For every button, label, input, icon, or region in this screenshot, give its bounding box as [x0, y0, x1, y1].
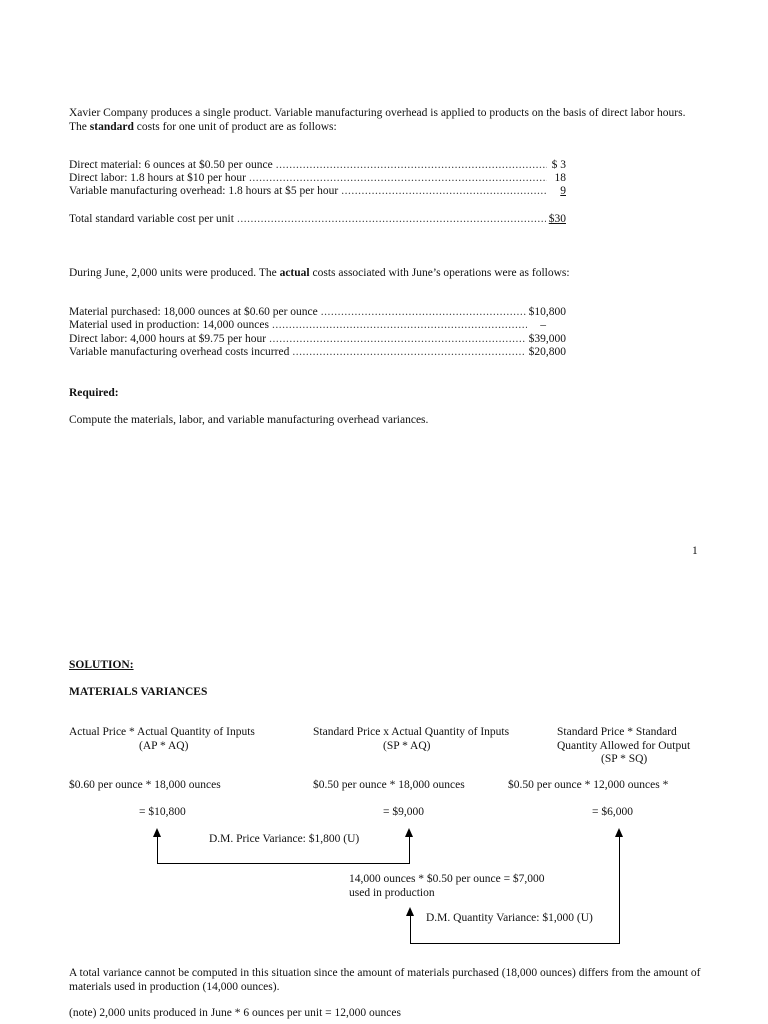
row-amount: $ 3	[551, 159, 566, 171]
row-amount: $39,000	[528, 333, 566, 345]
production-note: (note) 2,000 units produced in June * 6 ounces per unit = 12,000 ounces	[69, 1007, 401, 1019]
row-label: Direct labor: 1.8 hours at $10 per hour	[69, 172, 246, 184]
intro-line-2-bold: standard	[89, 121, 134, 133]
col2-title: Standard Price x Actual Quantity of Inputs	[313, 726, 510, 738]
leader-dots	[321, 306, 526, 318]
leader-dots	[341, 185, 547, 197]
intro-line-2-pre: The	[69, 121, 90, 133]
quantity-bracket-left	[410, 913, 411, 943]
june-pre: During June, 2,000 units were produced. The	[69, 267, 280, 279]
col1-sub: (AP * AQ)	[139, 740, 189, 752]
standard-cost-row	[69, 185, 566, 199]
june-bold: actual	[279, 267, 310, 279]
actual-cost-row	[69, 346, 566, 360]
quantity-variance-label: D.M. Quantity Variance: $1,000 (U)	[426, 912, 593, 924]
row-label: Material used in production: 14,000 ounces	[69, 319, 269, 331]
leader-dots	[269, 333, 526, 345]
col2-sub: (SP * AQ)	[383, 740, 431, 752]
row-label: Variable manufacturing overhead costs incurred	[69, 346, 290, 358]
quantity-bracket-bottom	[410, 943, 620, 944]
row-amount: $20,800	[528, 346, 566, 358]
col2-result: = $9,000	[383, 806, 424, 818]
row-label: Direct labor: 4,000 hours at $9.75 per hour	[69, 333, 267, 345]
col1-result: = $10,800	[139, 806, 186, 818]
leader-dots	[272, 319, 527, 331]
price-bracket-bottom	[157, 863, 410, 864]
col3-result: = $6,000	[592, 806, 633, 818]
page-number: 1	[692, 545, 698, 557]
col1-calc: $0.60 per ounce * 18,000 ounces	[69, 779, 221, 791]
standard-cost-row	[69, 172, 566, 186]
actual-cost-row	[69, 306, 566, 320]
row-amount: –	[540, 319, 546, 331]
required-heading: Required:	[69, 387, 119, 399]
intro-paragraph	[69, 106, 709, 134]
solution-heading: SOLUTION:	[69, 659, 134, 671]
row-amount: $30	[548, 213, 566, 225]
price-bracket-right	[409, 834, 410, 863]
row-label: Direct material: 6 ounces at $0.50 per ounce	[69, 159, 273, 171]
intro-line-1: Xavier Company produces a single product. Variable manufacturing overhead is applied to products on the basis of direct labor hours.	[69, 107, 686, 119]
quantity-bracket-right	[619, 834, 620, 943]
price-bracket-left	[157, 834, 158, 863]
leader-dots	[237, 213, 546, 225]
used-line-2: used in production	[349, 887, 435, 899]
required-text: Compute the materials, labor, and variable manufacturing overhead variances.	[69, 414, 429, 426]
row-label: Total standard variable cost per unit	[69, 213, 234, 225]
actual-cost-row	[69, 333, 566, 347]
june-post: costs associated with June’s operations were as follows:	[309, 267, 570, 279]
leader-dots	[276, 159, 547, 171]
total-standard-row	[69, 213, 566, 227]
used-line-1: 14,000 ounces * $0.50 per ounce = $7,000	[349, 873, 545, 885]
col1-title: Actual Price * Actual Quantity of Inputs	[69, 726, 255, 738]
row-amount: 9	[560, 185, 566, 197]
col3-title-2: Quantity Allowed for Output	[557, 740, 691, 752]
row-amount: $10,800	[528, 306, 566, 318]
total-variance-note: A total variance cannot be computed in this situation since the amount of materials purchased (18,000 ounces) differs from the amount of materials used in production (14,000 ounces).	[69, 967, 701, 993]
intro-line-2-post: costs for one unit of product are as follows:	[133, 121, 337, 133]
col3-sub: (SP * SQ)	[601, 753, 648, 765]
row-amount: 18	[554, 172, 566, 184]
june-paragraph	[69, 266, 709, 280]
col3-title-1: Standard Price * Standard	[557, 726, 677, 738]
leader-dots	[292, 346, 525, 358]
section-heading: MATERIALS VARIANCES	[69, 686, 208, 698]
col2-calc: $0.50 per ounce * 18,000 ounces	[313, 779, 465, 791]
row-label: Material purchased: 18,000 ounces at $0.60 per ounce	[69, 306, 318, 318]
price-variance-label: D.M. Price Variance: $1,800 (U)	[209, 833, 360, 845]
col3-calc: $0.50 per ounce * 12,000 ounces *	[508, 779, 669, 791]
row-label: Variable manufacturing overhead: 1.8 hours at $5 per hour	[69, 185, 339, 197]
leader-dots	[249, 172, 547, 184]
standard-cost-row	[69, 159, 566, 173]
actual-cost-row	[69, 319, 566, 333]
